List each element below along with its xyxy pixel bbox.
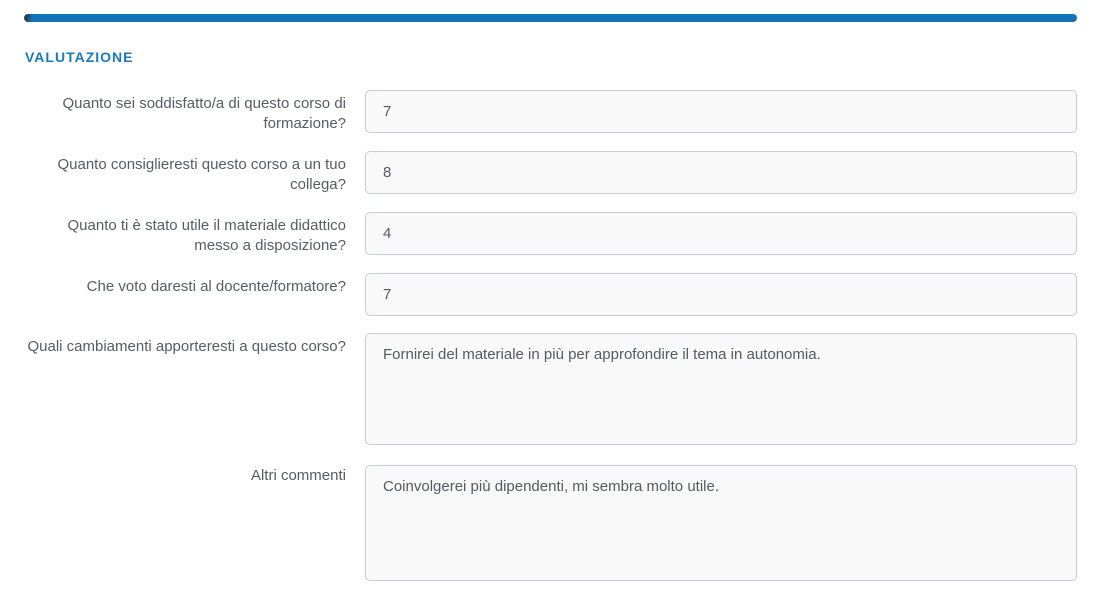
field-container [365, 462, 1077, 581]
evaluation-form [25, 90, 1077, 581]
form-row [25, 273, 1077, 316]
form-row [25, 90, 1077, 134]
rating-input-satisfaction[interactable] [365, 90, 1077, 133]
field-container [365, 333, 1077, 445]
field-container [365, 212, 1077, 255]
field-label-material: Quanto ti è stato utile il materiale didattico messo a disposizione? [67, 217, 346, 254]
form-row [25, 333, 1077, 445]
form-row [25, 462, 1077, 581]
rating-input-material[interactable] [365, 212, 1077, 255]
form-row [25, 151, 1077, 195]
field-label-teacher: Che voto daresti al docente/formatore? [86, 278, 346, 295]
rating-input-recommend[interactable] [365, 151, 1077, 194]
top-progress-bar [24, 14, 1077, 22]
form-row [25, 212, 1077, 256]
textarea-other-comments[interactable] [365, 465, 1077, 581]
field-container [365, 151, 1077, 194]
field-label-changes: Quali cambiamenti apporteresti a questo corso? [27, 338, 346, 355]
field-label-satisfaction: Quanto sei soddisfatto/a di questo corso di formazione? [62, 95, 346, 132]
field-label-recommend: Quanto consiglieresti questo corso a un tuo collega? [57, 156, 346, 193]
textarea-changes[interactable] [365, 333, 1077, 445]
field-label-other-comments: Altri commenti [250, 467, 346, 484]
field-container [365, 90, 1077, 133]
section-title: VALUTAZIONE [25, 49, 134, 65]
rating-input-teacher[interactable] [365, 273, 1077, 316]
field-container [365, 273, 1077, 316]
